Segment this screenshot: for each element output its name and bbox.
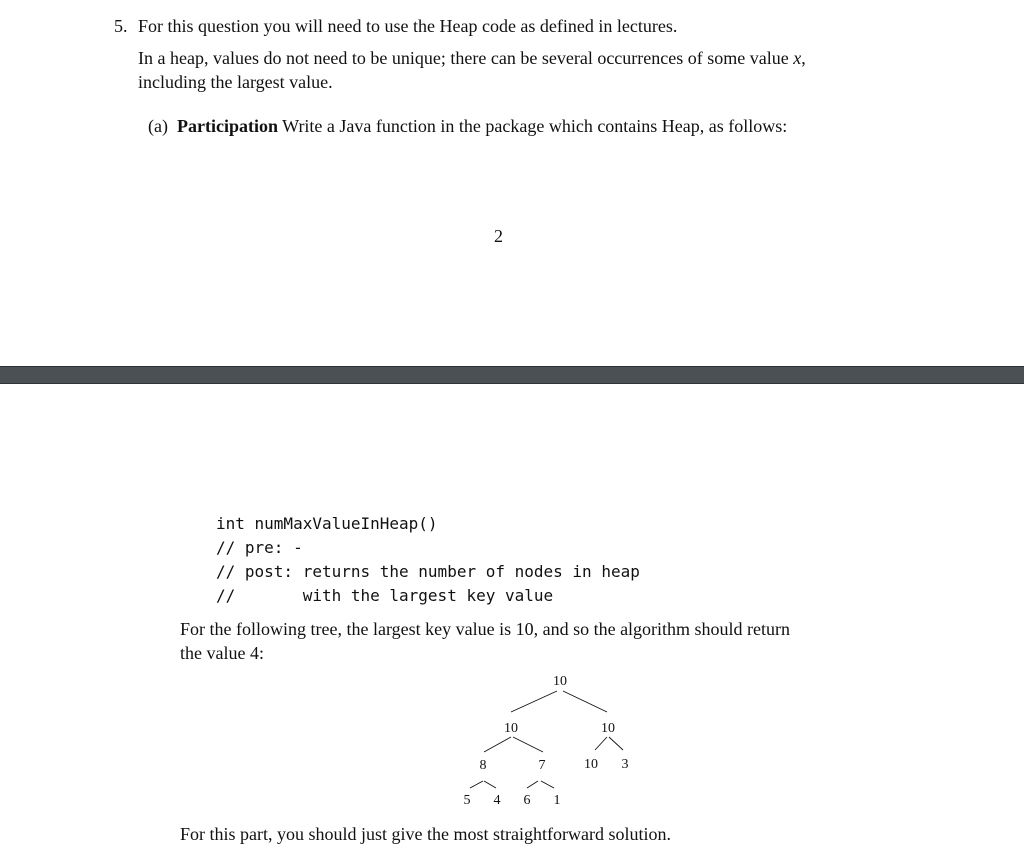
code-pre-comment: // pre: - (216, 538, 303, 557)
code-signature: int numMaxValueInHeap() (216, 514, 438, 533)
edge-left-leftleft (484, 737, 511, 752)
page-divider (0, 366, 1024, 384)
part-a-heading: Participation (176, 116, 278, 136)
tree-node-right: 10 (601, 721, 615, 736)
tree-node-left: 10 (504, 721, 518, 736)
code-post-comment-cont: // with the largest key value (216, 586, 554, 605)
tree-node-left-right: 7 (538, 758, 546, 773)
tree-node-ll-left: 5 (463, 793, 471, 808)
tree-node-right-left: 10 (584, 757, 598, 772)
edge-right-rightleft (595, 737, 607, 750)
example-text-line1: For the following tree, the largest key value is 10, and so the algorithm should return (180, 619, 791, 639)
part-a-line (148, 114, 787, 138)
code-post-comment: // post: returns the number of nodes in heap (216, 562, 640, 581)
question-paragraph-line1 (138, 46, 806, 70)
edge-ll-left (470, 781, 483, 788)
heap-tree-diagram (440, 664, 660, 814)
para-text-after: , (801, 48, 806, 68)
tree-node-ll-right: 4 (493, 793, 501, 808)
edge-ll-right (484, 781, 496, 788)
page-number: 2 (494, 226, 503, 246)
tree-node-root: 10 (553, 674, 567, 689)
closing-text: For this part, you should just give the most straightforward solution. (180, 824, 671, 844)
tree-node-right-right: 3 (621, 757, 629, 772)
question-number: 5. (114, 16, 128, 36)
tree-node-lr-left: 6 (523, 793, 531, 808)
question-intro: For this question you will need to use the Heap code as defined in lectures. (138, 16, 678, 36)
edge-lr-left (527, 781, 538, 788)
math-variable-x: x (793, 48, 802, 68)
part-a-text: Write a Java function in the package which contains Heap, as follows: (282, 116, 788, 136)
example-text-line2: the value 4: (180, 643, 264, 663)
edge-root-right (563, 691, 607, 712)
part-a-label: (a) (148, 116, 168, 136)
edge-lr-right (541, 781, 554, 788)
para-text-before: In a heap, values do not need to be unique; there can be several occurrences of some value (138, 48, 794, 68)
edge-root-left (511, 691, 557, 712)
edge-right-rightright (609, 737, 623, 750)
tree-node-lr-right: 1 (553, 793, 561, 808)
question-paragraph-line2: including the largest value. (138, 72, 333, 92)
edge-left-leftright (513, 737, 543, 752)
tree-node-left-left: 8 (479, 758, 487, 773)
